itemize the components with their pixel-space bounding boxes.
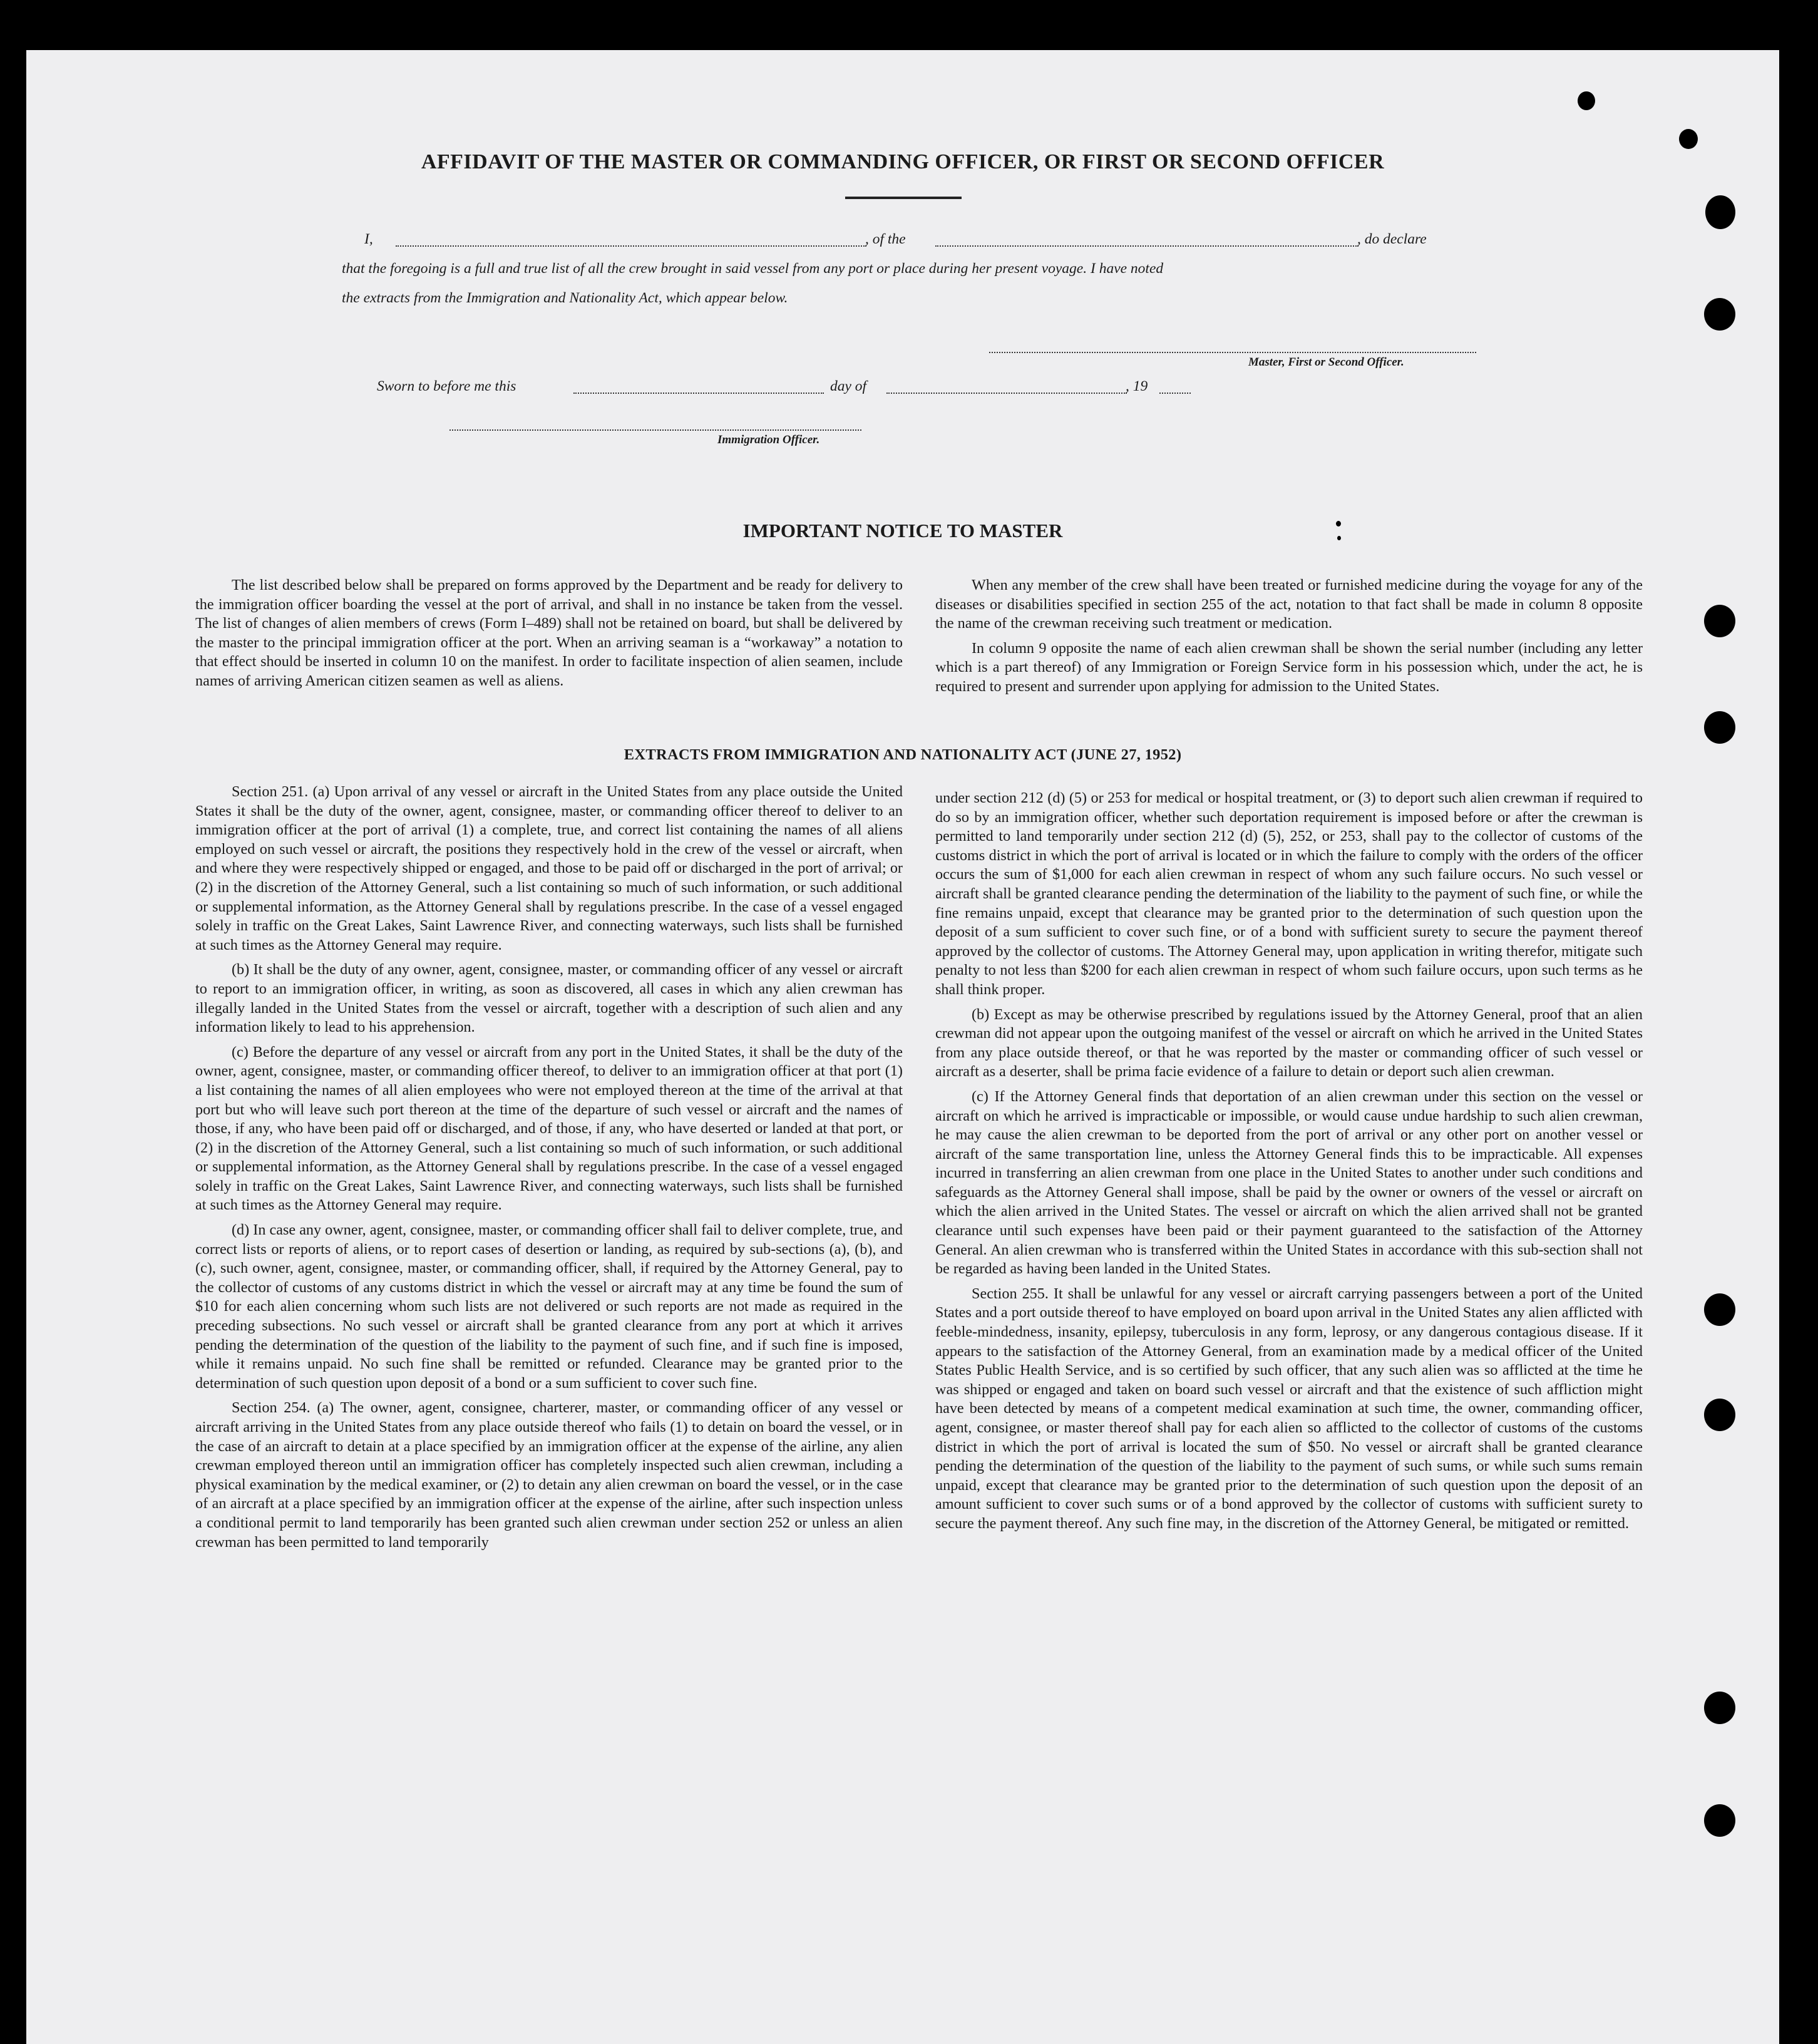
sworn-label: Sworn to before me this [377, 378, 516, 394]
punch-hole [1704, 1399, 1735, 1431]
of-the-label: , of the [865, 231, 906, 247]
punch-hole [1704, 1692, 1735, 1724]
notice-right-column [935, 576, 1643, 702]
notice-paragraph: The list described below shall be prepared on forms approved by the Department and be ready for delivery to the immigration officer boarding the vessel at the port of arrival, and shall in no instance be taken from the vessel. The list of changes of alien members of crews (Form I–489) shall not be retained on board, but shall be delivered by the master to the principal immigration officer at the port. When an arriving seaman is a “workaway” a notation to that effect should be inserted in column 10 on the manifest. In order to facilitate inspection of alien seamen, include names of arriving American citizen seamen as well as aliens. [195, 577, 903, 689]
notice-title: IMPORTANT NOTICE TO MASTER [742, 520, 1063, 542]
vessel-name-field[interactable] [935, 245, 1358, 247]
statute-paragraph: (b) Except as may be otherwise prescribed by regulations issued by the Attorney General, proof that an alien crewman did not appear upon the outgoing manifest of the vessel or aircraft on which he arrived in the United States from any place outside thereof, or that he was reported by the master or commanding officer of such vessel or aircraft as a deserter, shall be prima facie evidence of a failure to detain or deport such alien crewman. [935, 1005, 1643, 1081]
statute-paragraph: (b) It shall be the duty of any owner, agent, consignee, master, or commanding officer of any vessel or aircraft to report to an immigration officer, in writing, as soon as discovered, all cases in which any alien crewman has illegally landed in the United States from the vessel or aircraft, together with a description of such alien and any information likely to lead to his apprehension. [195, 961, 903, 1036]
statute-paragraph: (c) If the Attorney General finds that deportation of an alien crewman under this section on the vessel or aircraft on which he arrived is impracticable or impossible, or would cause undue hardship to such alien crewman, he may cause the alien crewman to be deported from the port of arrival or any other port on another vessel or aircraft of the same transportation line, unless the Attorney General finds this to be impracticable. All expenses incurred in transferring an alien crewman from one place in the United States to another under such conditions and safeguards as the Attorney General shall impose, shall be paid by the owner or owners of the vessel or aircraft on which the alien arrived in the United States. The vessel or aircraft on which the alien arrived shall not be granted clearance until such expenses have been paid or their payment guaranteed to the satisfaction of the Attorney General. An alien crewman who is transferred within the United States in accordance with this sub-section shall not be regarded as having been landed in the United States. [935, 1087, 1643, 1278]
affidavit-line-2: that the foregoing is a full and true list of all the crew brought in said vessel from any port or place during her present voyage. I have noted [342, 260, 1164, 277]
sworn-day-field[interactable] [573, 393, 824, 394]
punch-hole [1704, 711, 1735, 744]
punch-hole [1704, 298, 1735, 331]
immigration-officer-signature-field[interactable] [449, 429, 861, 431]
punch-hole [1705, 195, 1735, 229]
affidavit-title: AFFIDAVIT OF THE MASTER OR COMMANDING OFFICER, OR FIRST OR SECOND OFFICER [421, 150, 1385, 173]
extracts-title: EXTRACTS FROM IMMIGRATION AND NATIONALITY ACT (JUNE 27, 1952) [624, 746, 1182, 763]
year-label: , 19 [1126, 378, 1148, 394]
statute-paragraph: Section 251. (a) Upon arrival of any vessel or aircraft in the United States from any place outside the United States it shall be the duty of the owner, agent, consignee, master, or commanding officer thereof to deliver to an immigration officer at the port of arrival (1) a complete, true, and correct list containing the names of all aliens employed on such vessel or aircraft, the positions they respectively hold in the crew of the vessel or aircraft, when and where they were respectively shipped or engaged, and those to be paid off or discharged in the port of arrival; or (2) in the discretion of the Attorney General, such a list containing so much of such information, or such additional or supplemental information, as the Attorney General shall by regulations prescribe. In the case of a vessel engaged solely in traffic on the Great Lakes, Saint Lawrence River, and connecting waterways, such lists shall be furnished at such times as the Attorney General may require. [195, 783, 903, 953]
sworn-year-field[interactable] [1159, 393, 1191, 394]
master-signature-label: Master, First or Second Officer. [1248, 356, 1404, 369]
notice-paragraph: When any member of the crew shall have been treated or furnished medicine during the voyage for any of the diseases or disabilities specified in section 255 of the act, notation to that fact shall be made in column 8 opposite the name of the crewman receiving such treatment or medication. [935, 577, 1643, 632]
title-divider [845, 197, 962, 199]
sworn-month-field[interactable] [886, 393, 1127, 394]
affiant-prefix: I, [364, 231, 373, 247]
affiant-name-field[interactable] [396, 245, 866, 247]
statute-paragraph: (c) Before the departure of any vessel or aircraft from any port in the United States, it shall be the duty of the owner, agent, consignee, master, or commanding officer thereof, to deliver to an immigration officer at that port (1) a list containing the names of all alien employees who were not employed thereon at the time of the arrival at that port but who will leave such port thereon at the time of the departure of such vessel or aircraft and the names of those, if any, who have been paid off or discharged, and of those, if any, who have deserted or landed at that port, or (2) in the discretion of the Attorney General, such a list containing so much of such information, or such additional or supplemental information, as the Attorney General shall by regulations prescribe. In the case of a vessel engaged solely in traffic on the Great Lakes, Saint Lawrence River, and connecting waterways, such lists shall be furnished at such times as the Attorney General may require. [195, 1043, 903, 1214]
extracts-right-column [935, 789, 1643, 1539]
punch-hole [1704, 605, 1735, 637]
statute-paragraph: under section 212 (d) (5) or 253 for medical or hospital treatment, or (3) to deport such alien crewman if required to do so by an immigration officer, whether such deportation requirement is imposed before or after the crewman is permitted to land temporarily under section 212 (d) (5), 252, or 253, shall pay to the collector of customs of the customs district in which the port of arrival is located or in which the failure to comply with the orders of the officer occurs the sum of $1,000 for each alien crewman in respect of whom any such failure occurs. No such vessel or aircraft shall be granted clearance pending the determination of the liability to the payment of such fine, or while the fine remains unpaid, except that clearance may be granted prior to the determination of such question upon the deposit of a sum sufficient to cover such fine, or of a bond with sufficient surety to secure the payment thereof approved by the collector of customs. The Attorney General may, upon application in writing therefor, mitigate such penalty to not less than $200 for each alien crewman in respect of whom such failure occurs, upon such terms as he shall think proper. [935, 789, 1643, 998]
statute-paragraph: Section 254. (a) The owner, agent, consignee, charterer, master, or commanding officer of any vessel or aircraft arriving in the United States from any place outside thereof who fails (1) to detain on board the vessel, or in the case of an aircraft to detain at a place specified by an immigration officer at the expense of the airline, any alien crewman employed thereon until an immigration officer has completely inspected such alien crewman, including a physical examination by the medical examiner, or (2) to detain any alien crewman on board the vessel, or in the case of an aircraft at a place specified by an immigration officer at the expense of the airline, after such inspection unless a conditional permit to land temporarily has been granted such alien crewman under section 252 or unless an alien crewman has been permitted to land temporarily [195, 1399, 903, 1551]
immigration-officer-label: Immigration Officer. [717, 433, 820, 446]
statute-paragraph: (d) In case any owner, agent, consignee, master, or commanding officer shall fail to deliver complete, true, and correct lists or reports of aliens, or to report cases of desertion or landing, as required by sub-sections (a), (b), and (c), such owner, agent, consignee, master, or commanding officer, shall, if required by the Attorney General, pay to the collector of customs of any customs district in which the vessel or aircraft may at any time be found the sum of $10 for each alien concerning whom such lists are not delivered or such reports are not made as required in the preceding subsections. No such vessel or aircraft shall be granted clearance from any port at which it arrives pending the determination of the question of the liability to the payment of such fine, and if such fine is imposed, while it remains unpaid. No such fine shall be remitted or refunded. Clearance may be granted prior to the determination of such question upon deposit of a bond or a sum sufficient to cover such fine. [195, 1221, 903, 1392]
master-signature-field[interactable] [989, 352, 1476, 353]
notice-left-column [195, 576, 903, 697]
notice-paragraph: In column 9 opposite the name of each alien crewman shall be shown the serial number (including any letter which is a part thereof) of any Immigration or Foreign Service form in his possession which, under the act, he is required to present and surrender upon applying for admission to the United States. [935, 639, 1643, 695]
affidavit-line-3: the extracts from the Immigration and Nationality Act, which appear below. [342, 290, 788, 306]
punch-hole [1679, 129, 1698, 149]
statute-paragraph: Section 255. It shall be unlawful for any vessel or aircraft carrying passengers between a port of the United States and a port outside thereof to have employed on board upon arrival in the United States any alien afflicted with feeble-mindedness, insanity, epilepsy, tuberculosis in any form, leprosy, or any dangerous contagious disease. If it appears to the satisfaction of the Attorney General, from an examination made by a medical officer of the United States Public Health Service, and is so certified by such officer, that any such alien was so afflicted at the time he was shipped or engaged and taken on board such vessel or aircraft and that the existence of such affliction might have been detected by means of a competent medical examination at such time, the owner, commanding officer, agent, consignee, or master thereof shall pay for each alien so afflicted to the collector of customs of the customs district in which the port of arrival is located the sum of $50. No vessel or aircraft shall be granted clearance pending the determination of the question of the liability to the payment of such sums, or while such sums remain unpaid, except that clearance may be granted prior to the determination of such question upon the deposit of an amount sufficient to cover such sums or of a bond approved by the collector of customs with sufficient surety to secure the payment thereof. Any such fine may, in the discretion of the Attorney General, be mitigated or remitted. [935, 1285, 1643, 1532]
extracts-left-column [195, 783, 903, 1558]
punch-hole [1578, 91, 1595, 110]
punch-hole [1704, 1293, 1735, 1326]
do-declare-label: , do declare [1357, 231, 1427, 247]
day-of-label: day of [830, 378, 867, 394]
document-page [26, 50, 1779, 2044]
punch-hole [1704, 1804, 1735, 1837]
